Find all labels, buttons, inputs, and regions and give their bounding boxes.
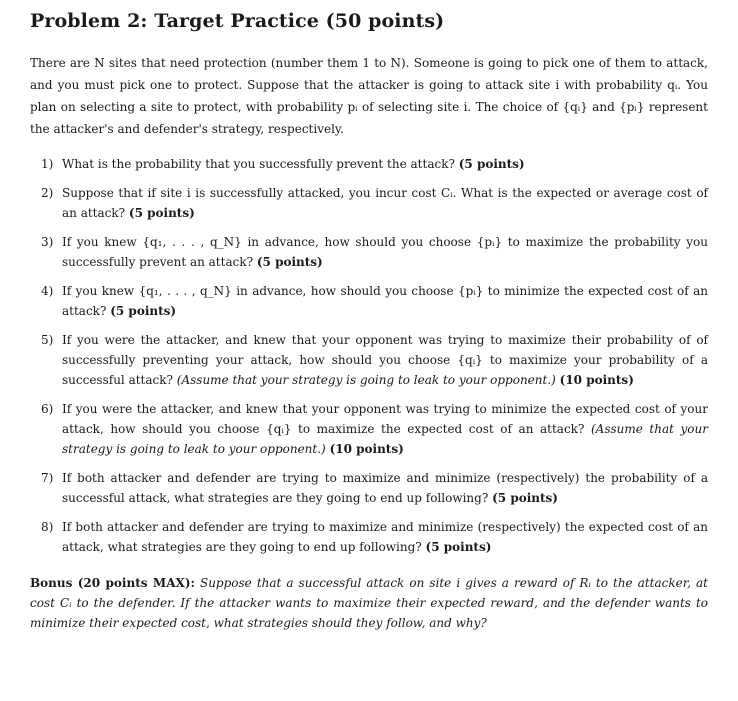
question-item: [30, 154, 708, 174]
question-number: 6): [41, 402, 54, 416]
question-item: [30, 468, 708, 508]
bonus-text: Suppose that a successful attack on site i gives a reward of Rᵢ to the attacker, at cost Cᵢ to the defender. If the attacker wants to maximize their expected reward, and the defender wants to minimize their expected cost, what strategies should they follow, and why?: [30, 576, 708, 630]
question-item: [30, 517, 708, 557]
question-number: 3): [41, 235, 54, 249]
bonus-section: [30, 573, 708, 633]
question-item: [30, 399, 708, 459]
question-text: If both attacker and defender are trying to maximize and minimize (respectively) the expected cost of an attack, what strategies are they going to end up following?: [62, 520, 708, 554]
question-text: If you were the attacker, and knew that your opponent was trying to minimize the expected cost of your attack, how should you choose {qᵢ} to maximize the expected cost of an attack?: [62, 402, 708, 436]
question-text: If you knew {q₁, . . . , q_N} in advance, how should you choose {pᵢ} to minimize the expected cost of an attack?: [62, 284, 708, 318]
question-points: (5 points): [492, 491, 558, 505]
question-text: If you knew {q₁, . . . , q_N} in advance, how should you choose {pᵢ} to maximize the probability you successfully prevent an attack?: [62, 235, 708, 269]
question-number: 2): [41, 186, 54, 200]
question-text: What is the probability that you successfully prevent the attack?: [62, 157, 455, 171]
question-item: [30, 330, 708, 390]
question-item: [30, 281, 708, 321]
question-points: (5 points): [458, 157, 525, 171]
question-text: Suppose that if site i is successfully attacked, you incur cost Cᵢ. What is the expected or average cost of an attack?: [62, 186, 708, 220]
question-points: (10 points): [559, 373, 634, 387]
question-number: 1): [41, 157, 54, 171]
question-points: (5 points): [128, 206, 195, 220]
question-text: If both attacker and defender are trying to maximize and minimize (respectively) the probability of a successful attack, what strategies are they going to end up following?: [62, 471, 708, 505]
question-text: If you were the attacker, and knew that your opponent was trying to maximize their probability of of successfully preventing your attack, how should you choose {qᵢ} to maximize your probability of a successful attack?: [62, 333, 708, 387]
problem-intro: There are N sites that need protection (number them 1 to N). Someone is going to pick one of them to attack, and you must pick one to protect. Suppose that the attacker is going to attack site i with probability qᵢ. You plan on selecting a site to protect, with probability pᵢ of selecting site i. The choice of {qᵢ} and {pᵢ} represent the attacker's and defender's strategy, respectively.: [30, 56, 708, 136]
question-item: [30, 183, 708, 223]
question-number: 4): [41, 284, 54, 298]
question-points: (5 points): [256, 255, 323, 269]
bonus-label: Bonus (20 points MAX):: [30, 576, 195, 590]
question-assumption: (Assume that your strategy is going to leak to your opponent.): [176, 373, 556, 387]
question-assumption: (Assume that your strategy is going to leak to your opponent.): [62, 422, 708, 456]
question-points: (5 points): [425, 540, 492, 554]
problem-title: Problem 2: Target Practice (50 points): [30, 10, 445, 32]
question-number: 7): [41, 471, 54, 485]
question-points: (5 points): [110, 304, 177, 318]
question-list: [30, 154, 708, 557]
question-number: 8): [41, 520, 54, 534]
question-number: 5): [41, 333, 54, 347]
question-item: [30, 232, 708, 272]
question-points: (10 points): [329, 442, 404, 456]
